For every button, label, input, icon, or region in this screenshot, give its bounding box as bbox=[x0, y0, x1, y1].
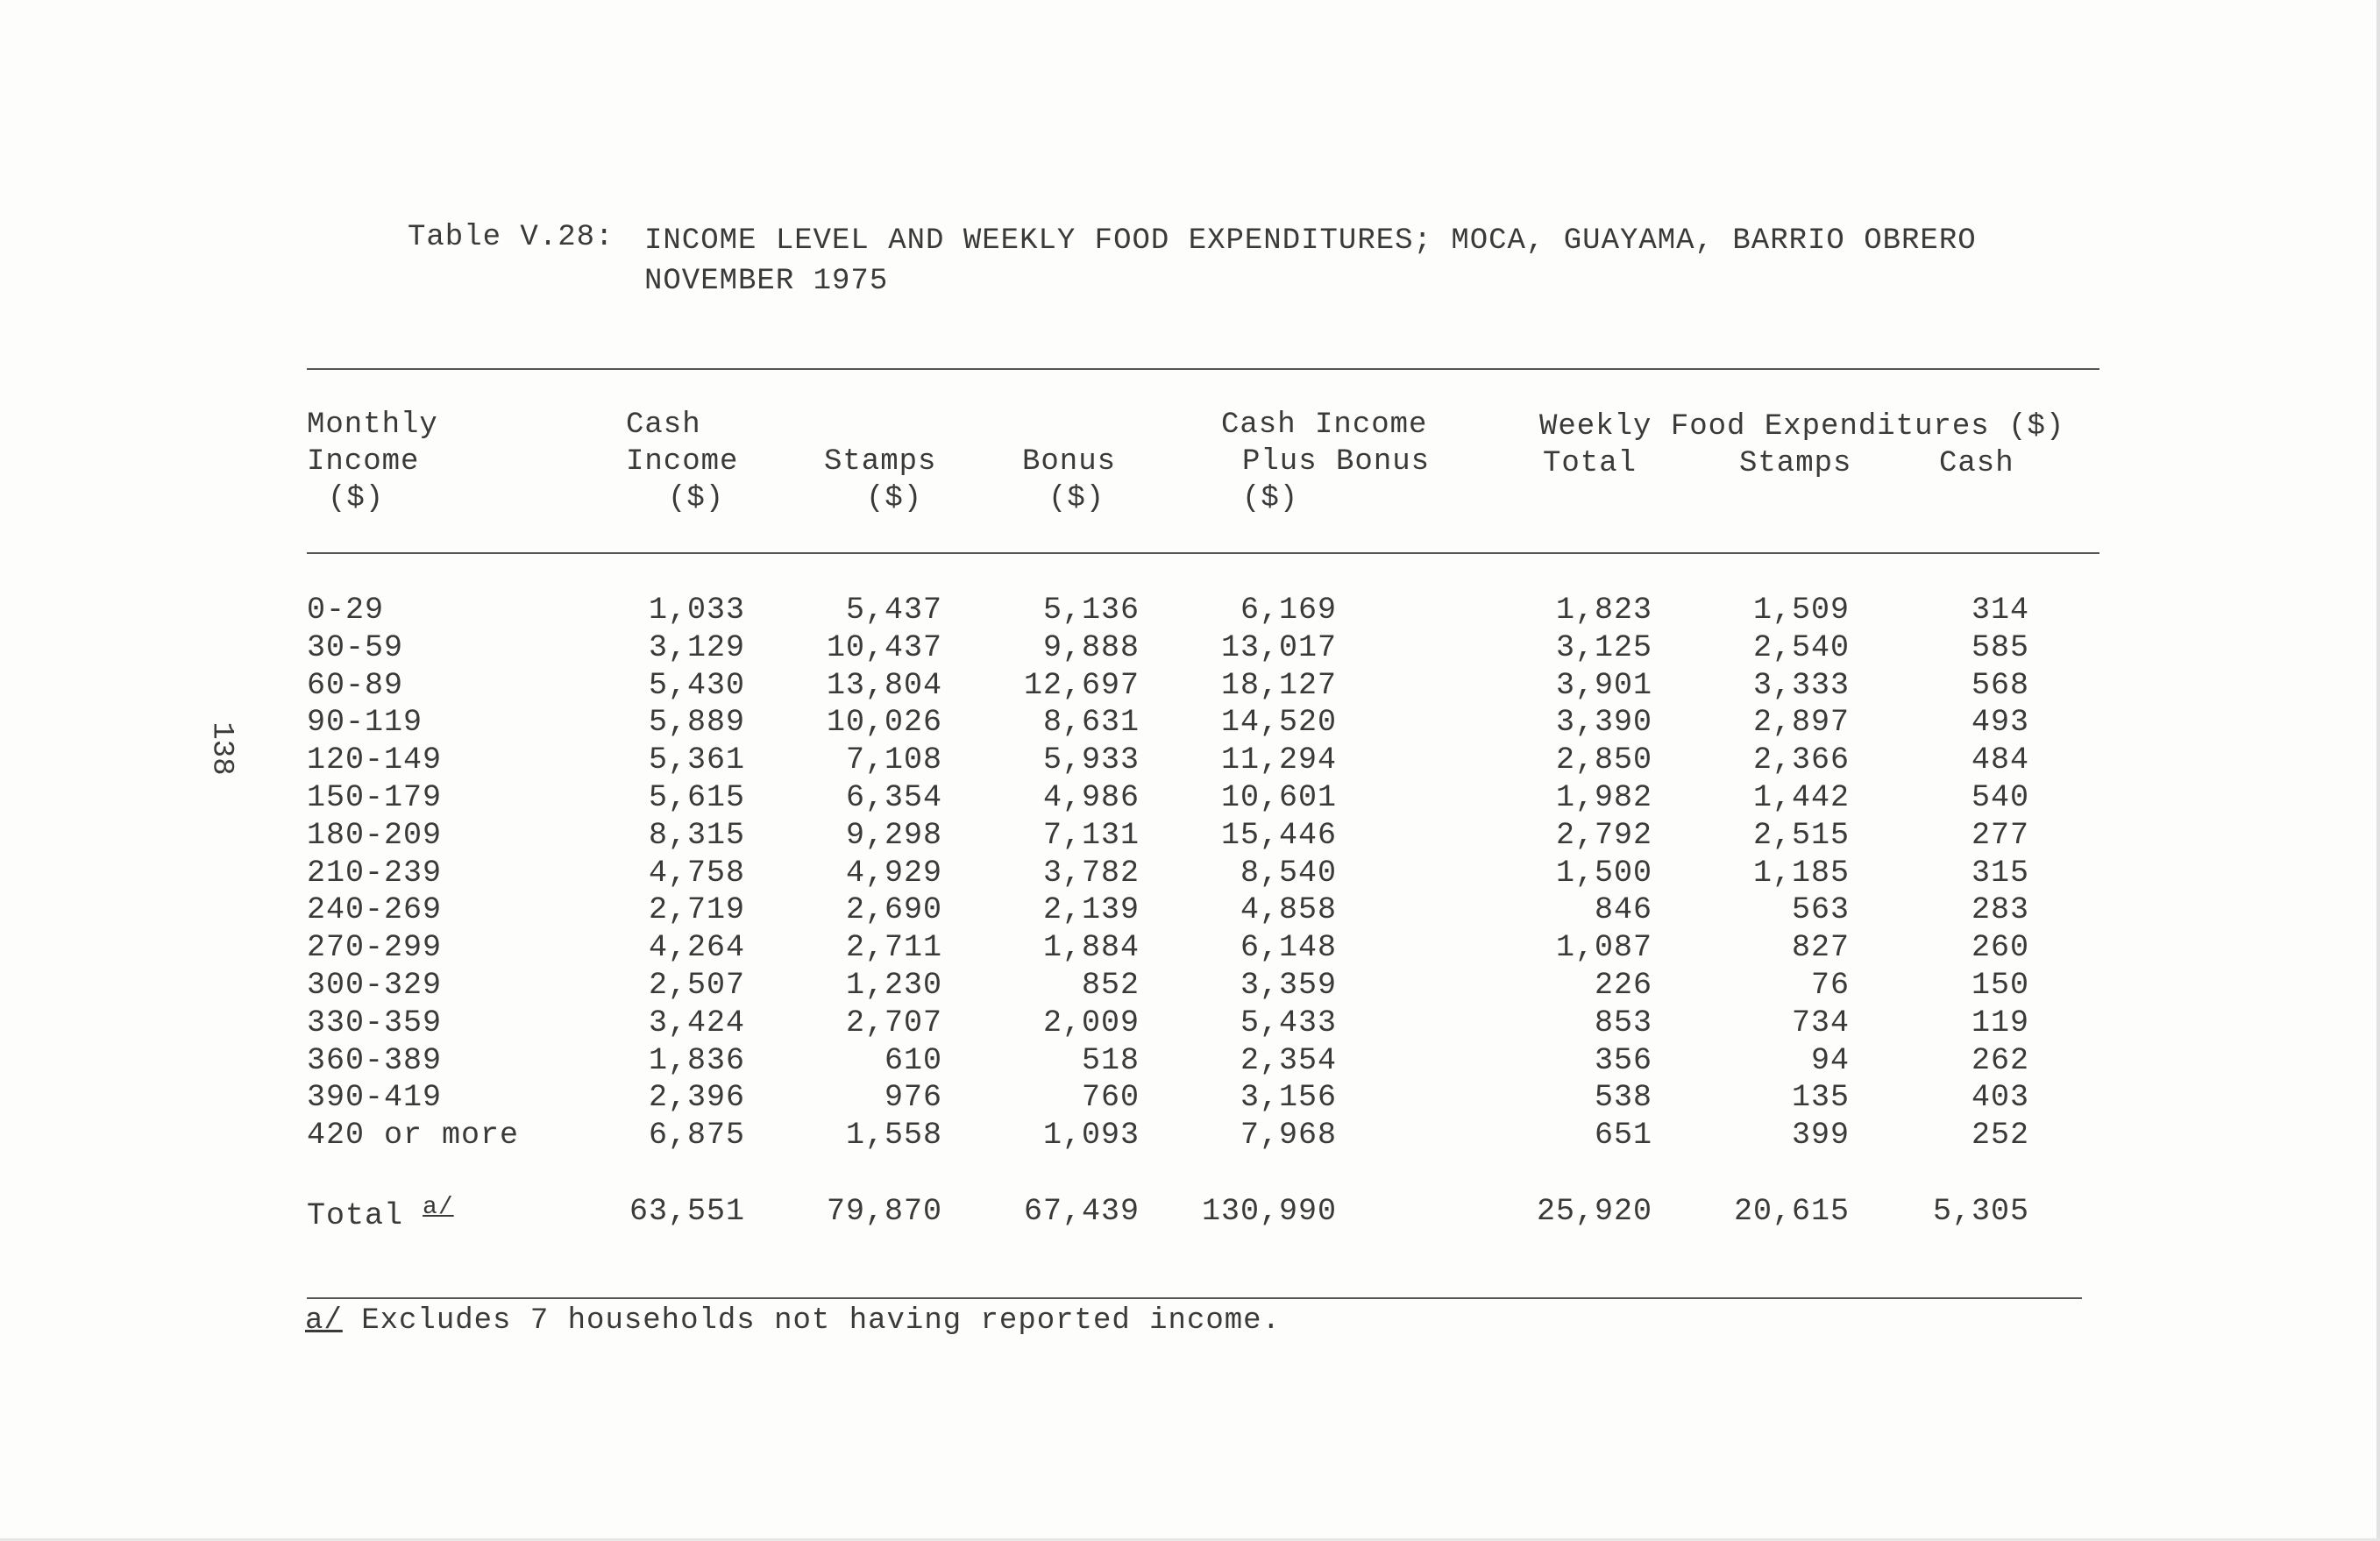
cash-plus-bonus-cell: 5,433 bbox=[1240, 1005, 1337, 1040]
cash-income-cell: 8,315 bbox=[648, 818, 745, 853]
weekly-cash-cell: 484 bbox=[1971, 742, 2029, 778]
stamps-cell: 2,690 bbox=[845, 892, 942, 927]
total-cpb-cell: 130,990 bbox=[1201, 1194, 1337, 1229]
cash-income-cell: 5,889 bbox=[648, 705, 745, 740]
stamps-cell: 1,230 bbox=[845, 968, 942, 1003]
page-number: 138 bbox=[204, 721, 238, 776]
bonus-cell: 1,884 bbox=[1042, 930, 1140, 965]
income-cell: 150-179 bbox=[307, 780, 443, 815]
cash-plus-bonus-cell: 8,540 bbox=[1240, 856, 1337, 891]
stamps-cell: 10,437 bbox=[826, 630, 942, 665]
bonus-cell: 4,986 bbox=[1042, 780, 1140, 815]
footnote-marker: a/ bbox=[305, 1304, 343, 1338]
weekly-total-cell: 1,500 bbox=[1555, 856, 1652, 891]
footnote-rule bbox=[307, 1297, 2082, 1299]
weekly-cash-cell: 403 bbox=[1971, 1080, 2029, 1115]
header-line: ($) bbox=[1048, 482, 1105, 515]
bonus-cell: 852 bbox=[1081, 968, 1140, 1003]
stamps-cell: 13,804 bbox=[826, 668, 942, 703]
total-label: Total bbox=[307, 1198, 404, 1233]
header-line: ($) bbox=[668, 482, 725, 515]
bonus-cell: 9,888 bbox=[1042, 630, 1140, 665]
bonus-cell: 5,933 bbox=[1042, 742, 1140, 778]
cash-plus-bonus-cell: 2,354 bbox=[1240, 1043, 1337, 1078]
income-cell: 0-29 bbox=[307, 593, 385, 628]
weekly-stamps-cell: 563 bbox=[1791, 892, 1850, 927]
weekly-cash-cell: 277 bbox=[1971, 818, 2029, 853]
bonus-cell: 3,782 bbox=[1042, 856, 1140, 891]
cash-plus-bonus-cell: 13,017 bbox=[1220, 630, 1337, 665]
income-cell: 210-239 bbox=[307, 856, 443, 891]
header-line: ($) bbox=[1242, 482, 1299, 515]
header-line: Cash Income bbox=[1221, 408, 1428, 442]
weekly-stamps-cell: 827 bbox=[1791, 930, 1850, 965]
weekly-cash-cell: 493 bbox=[1971, 705, 2029, 740]
bonus-cell: 8,631 bbox=[1042, 705, 1140, 740]
header-line: Income bbox=[307, 445, 420, 479]
weekly-cash-cell: 540 bbox=[1971, 780, 2029, 815]
income-cell: 60-89 bbox=[307, 668, 404, 703]
weekly-cash-cell: 314 bbox=[1971, 593, 2029, 628]
bonus-cell: 12,697 bbox=[1023, 668, 1140, 703]
income-cell: 360-389 bbox=[307, 1043, 443, 1078]
stamps-cell: 610 bbox=[884, 1043, 942, 1078]
income-cell: 420 or more bbox=[307, 1118, 520, 1153]
stamps-cell: 7,108 bbox=[845, 742, 942, 778]
cash-income-cell: 5,361 bbox=[648, 742, 745, 778]
weekly-total-cell: 2,850 bbox=[1555, 742, 1652, 778]
weekly-stamps-cell: 2,515 bbox=[1752, 818, 1850, 853]
header-cash-plus-bonus bbox=[1221, 407, 1430, 517]
total-weekly-stamps-cell: 20,615 bbox=[1733, 1194, 1850, 1229]
total-label-cell bbox=[307, 1194, 454, 1233]
income-cell: 90-119 bbox=[307, 705, 423, 740]
header-line: ($) bbox=[866, 482, 923, 515]
total-bonus-cell: 67,439 bbox=[1023, 1194, 1140, 1229]
bonus-cell: 5,136 bbox=[1042, 593, 1140, 628]
weekly-total-cell: 846 bbox=[1594, 892, 1652, 927]
total-weekly-cash-cell: 5,305 bbox=[1932, 1194, 2029, 1229]
weekly-stamps-cell: 2,366 bbox=[1752, 742, 1850, 778]
stamps-cell: 5,437 bbox=[845, 593, 942, 628]
weekly-stamps-cell: 1,185 bbox=[1752, 856, 1850, 891]
table-title-line-2: NOVEMBER 1975 bbox=[644, 265, 889, 298]
weekly-stamps-cell: 2,540 bbox=[1752, 630, 1850, 665]
header-bonus bbox=[1022, 444, 1116, 517]
cash-plus-bonus-cell: 6,148 bbox=[1240, 930, 1337, 965]
cash-plus-bonus-cell: 11,294 bbox=[1220, 742, 1337, 778]
income-cell: 180-209 bbox=[307, 818, 443, 853]
weekly-total-cell: 651 bbox=[1594, 1118, 1652, 1153]
stamps-cell: 4,929 bbox=[845, 856, 942, 891]
total-stamps-cell: 79,870 bbox=[826, 1194, 942, 1229]
cash-plus-bonus-cell: 6,169 bbox=[1240, 593, 1337, 628]
stamps-cell: 9,298 bbox=[845, 818, 942, 853]
bonus-cell: 1,093 bbox=[1042, 1118, 1140, 1153]
bonus-cell: 760 bbox=[1081, 1080, 1140, 1115]
cash-income-cell: 2,719 bbox=[648, 892, 745, 927]
stamps-cell: 976 bbox=[884, 1080, 942, 1115]
weekly-stamps-cell: 3,333 bbox=[1752, 668, 1850, 703]
footnote-text: Excludes 7 households not having reported income. bbox=[361, 1304, 1281, 1338]
income-cell: 240-269 bbox=[307, 892, 443, 927]
stamps-cell: 6,354 bbox=[845, 780, 942, 815]
weekly-stamps-cell: 94 bbox=[1810, 1043, 1850, 1078]
header-weekly-group: Weekly Food Expenditures ($) bbox=[1539, 410, 2065, 444]
cash-income-cell: 2,396 bbox=[648, 1080, 745, 1115]
cash-plus-bonus-cell: 3,359 bbox=[1240, 968, 1337, 1003]
cash-income-cell: 5,430 bbox=[648, 668, 745, 703]
cash-income-cell: 5,615 bbox=[648, 780, 745, 815]
header-line: ($) bbox=[328, 482, 385, 515]
weekly-cash-cell: 585 bbox=[1971, 630, 2029, 665]
table-top-rule bbox=[307, 368, 2099, 370]
cash-income-cell: 1,033 bbox=[648, 593, 745, 628]
stamps-cell: 2,707 bbox=[845, 1005, 942, 1040]
header-line: Monthly bbox=[307, 408, 438, 442]
weekly-cash-cell: 283 bbox=[1971, 892, 2029, 927]
weekly-stamps-cell: 399 bbox=[1791, 1118, 1850, 1153]
cash-plus-bonus-cell: 14,520 bbox=[1220, 705, 1337, 740]
weekly-cash-cell: 260 bbox=[1971, 930, 2029, 965]
bonus-cell: 7,131 bbox=[1042, 818, 1140, 853]
weekly-total-cell: 3,901 bbox=[1555, 668, 1652, 703]
weekly-stamps-cell: 2,897 bbox=[1752, 705, 1850, 740]
cash-plus-bonus-cell: 3,156 bbox=[1240, 1080, 1337, 1115]
weekly-total-cell: 1,087 bbox=[1555, 930, 1652, 965]
cash-plus-bonus-cell: 18,127 bbox=[1220, 668, 1337, 703]
weekly-total-cell: 1,823 bbox=[1555, 593, 1652, 628]
total-weekly-total-cell: 25,920 bbox=[1536, 1194, 1652, 1229]
income-cell: 120-149 bbox=[307, 742, 443, 778]
weekly-cash-cell: 119 bbox=[1971, 1005, 2029, 1040]
stamps-cell: 2,711 bbox=[845, 930, 942, 965]
cash-income-cell: 2,507 bbox=[648, 968, 745, 1003]
total-footnote-marker: a/ bbox=[423, 1194, 454, 1221]
weekly-total-cell: 3,125 bbox=[1555, 630, 1652, 665]
bonus-cell: 2,139 bbox=[1042, 892, 1140, 927]
table-title bbox=[644, 221, 1977, 302]
weekly-total-cell: 3,390 bbox=[1555, 705, 1652, 740]
income-cell: 390-419 bbox=[307, 1080, 443, 1115]
header-weekly-cash: Cash bbox=[1939, 447, 2014, 480]
header-bottom-rule bbox=[307, 552, 2099, 554]
page-edge-right bbox=[2376, 0, 2380, 1541]
footnote bbox=[305, 1304, 1281, 1338]
weekly-total-cell: 2,792 bbox=[1555, 818, 1652, 853]
bonus-cell: 518 bbox=[1081, 1043, 1140, 1078]
table-title-line-1: INCOME LEVEL AND WEEKLY FOOD EXPENDITURES; MOCA, GUAYAMA, BARRIO OBRERO bbox=[644, 224, 1977, 258]
cash-income-cell: 6,875 bbox=[648, 1118, 745, 1153]
weekly-cash-cell: 252 bbox=[1971, 1118, 2029, 1153]
cash-income-cell: 4,758 bbox=[648, 856, 745, 891]
weekly-cash-cell: 568 bbox=[1971, 668, 2029, 703]
cash-income-cell: 4,264 bbox=[648, 930, 745, 965]
weekly-total-cell: 853 bbox=[1594, 1005, 1652, 1040]
cash-income-cell: 3,424 bbox=[648, 1005, 745, 1040]
header-weekly-total: Total bbox=[1543, 447, 1638, 480]
header-line: Cash bbox=[626, 408, 701, 442]
stamps-cell: 10,026 bbox=[826, 705, 942, 740]
total-cash-cell: 63,551 bbox=[629, 1194, 745, 1229]
income-cell: 30-59 bbox=[307, 630, 404, 665]
income-cell: 270-299 bbox=[307, 930, 443, 965]
cash-income-cell: 1,836 bbox=[648, 1043, 745, 1078]
weekly-cash-cell: 315 bbox=[1971, 856, 2029, 891]
stamps-cell: 1,558 bbox=[845, 1118, 942, 1153]
income-cell: 300-329 bbox=[307, 968, 443, 1003]
header-line: Plus Bonus bbox=[1242, 445, 1431, 479]
weekly-total-cell: 538 bbox=[1594, 1080, 1652, 1115]
weekly-stamps-cell: 1,442 bbox=[1752, 780, 1850, 815]
header-line: Stamps bbox=[824, 445, 937, 479]
header-weekly-stamps: Stamps bbox=[1739, 447, 1852, 480]
weekly-stamps-cell: 734 bbox=[1791, 1005, 1850, 1040]
cash-plus-bonus-cell: 4,858 bbox=[1240, 892, 1337, 927]
weekly-cash-cell: 150 bbox=[1971, 968, 2029, 1003]
table-label: Table V.28: bbox=[408, 221, 615, 254]
header-cash-income bbox=[626, 407, 738, 517]
header-stamps bbox=[824, 444, 936, 517]
bonus-cell: 2,009 bbox=[1042, 1005, 1140, 1040]
header-line: Bonus bbox=[1022, 445, 1117, 479]
weekly-stamps-cell: 135 bbox=[1791, 1080, 1850, 1115]
header-monthly-income bbox=[307, 407, 438, 517]
weekly-stamps-cell: 76 bbox=[1810, 968, 1850, 1003]
cash-plus-bonus-cell: 10,601 bbox=[1220, 780, 1337, 815]
cash-plus-bonus-cell: 15,446 bbox=[1220, 818, 1337, 853]
cash-plus-bonus-cell: 7,968 bbox=[1240, 1118, 1337, 1153]
weekly-total-cell: 226 bbox=[1594, 968, 1652, 1003]
cash-income-cell: 3,129 bbox=[648, 630, 745, 665]
weekly-total-cell: 356 bbox=[1594, 1043, 1652, 1078]
income-cell: 330-359 bbox=[307, 1005, 443, 1040]
weekly-stamps-cell: 1,509 bbox=[1752, 593, 1850, 628]
weekly-total-cell: 1,982 bbox=[1555, 780, 1652, 815]
weekly-cash-cell: 262 bbox=[1971, 1043, 2029, 1078]
header-line: Income bbox=[626, 445, 739, 479]
